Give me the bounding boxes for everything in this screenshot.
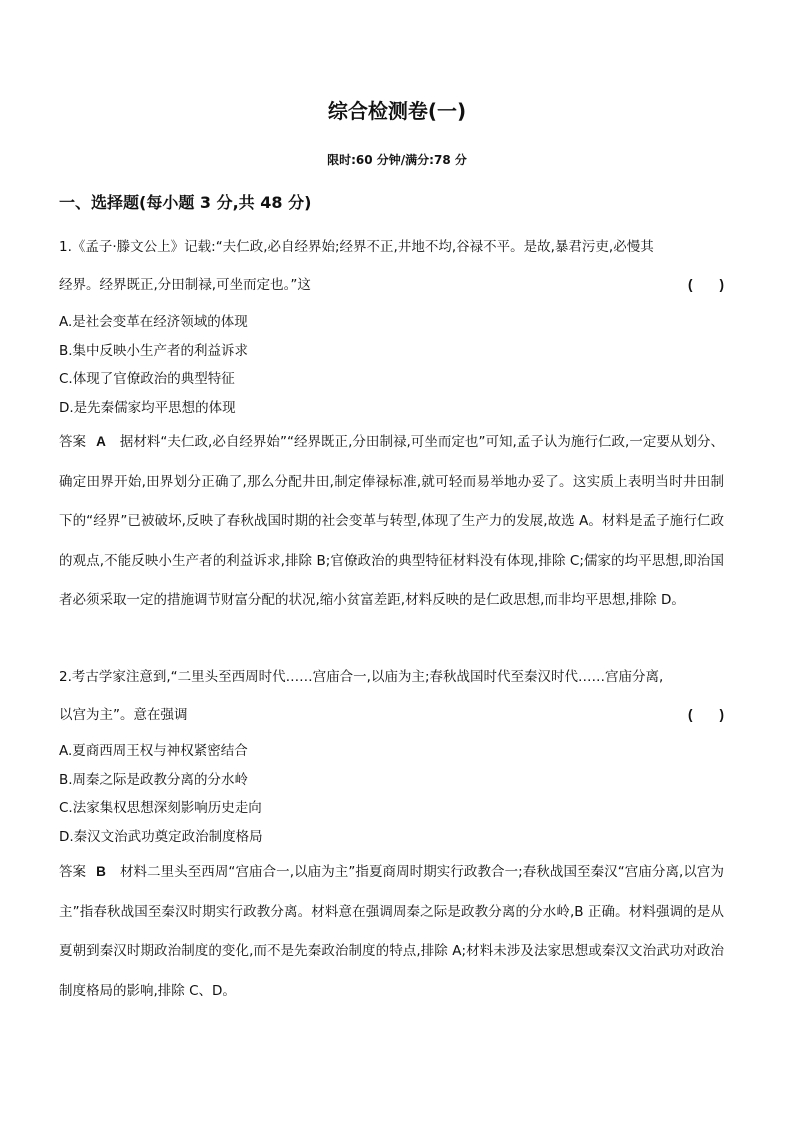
question-2-answer-blank: ( ) [688,707,724,722]
option-c: C.体现了官僚政治的典型特征 [59,371,235,387]
question-1-answer [59,422,724,621]
question-1-line-2: 经界。经界既正,分田制禄,可坐而定也。”这 [59,277,311,293]
question-2-line-2: 以宫为主”。意在强调 [59,707,188,723]
section-heading: 一、选择题(每小题 3 分,共 48 分) [59,193,312,212]
answer-label: 答案 [59,864,87,880]
page-subtitle: 限时:60 分钟/满分:78 分 [327,153,467,167]
question-1-options [59,308,724,422]
question-1-stem [59,228,724,304]
question-2-stem [59,658,724,734]
answer-explanation: 据材料“夫仁政,必自经界始”“经界既正,分田制禄,可坐而定也”可知,孟子认为施行仁政,一定要从划分、确定田界开始,田界划分正确了,那么分配井田,制定俸禄标准,就可轻而易举地办妥了。这实质上表明当时井田制下的“经界”已被破坏,反映了春秋战国时期的社会变革与转型,体现了生产力的发展,故选 A。材料是孟子施行仁政的观点,不能反映小生产者的利益诉求,排除 B;官僚政治的典型特征材料没有体现,排除 C;儒家的均平思想,即治国者必须采取一定的措施调节财富分配的状况,缩小贫富差距,材料反映的是仁政思想,而非均平思想,排除 D。 [59,434,725,608]
option-d: D.秦汉文治武功奠定政治制度格局 [59,828,263,845]
question-2-answer [59,852,724,1011]
question-1-line-1: 1.《孟子·滕文公上》记载:“夫仁政,必自经界始;经界不正,井地不均,谷禄不平。是故,暴君污吏,必慢其 [59,239,654,255]
option-a: A.是社会变革在经济领域的体现 [59,314,248,330]
option-a: A.夏商西周王权与神权紧密结合 [59,743,248,759]
option-d: D.是先秦儒家均平思想的体现 [59,399,236,416]
page-title: 综合检测卷(一) [327,99,467,123]
answer-explanation: 材料二里头至西周“宫庙合一,以庙为主”指夏商周时期实行政教合一;春秋战国至秦汉“宫庙分离,以宫为主”指春秋战国至秦汉时期实行政教分离。材料意在强调周秦之际是政教分离的分水岭,B 正确。材料强调的是从夏朝到秦汉时期政治制度的变化,而不是先秦政治制度的特点,排除 A;材料未涉及法家思想或秦汉文治武功对政治制度格局的影响,排除 C、D。 [59,864,724,999]
question-2-line-1: 2.考古学家注意到,“二里头至西周时代……宫庙合一,以庙为主;春秋战国时代至秦汉时代……宫庙分离, [59,669,664,685]
answer-label: 答案 [59,434,87,450]
answer-letter: A [96,434,106,449]
question-2-options [59,737,724,851]
question-1-answer-blank: ( ) [688,277,724,292]
option-b: B.周秦之际是政教分离的分水岭 [59,771,249,788]
option-b: B.集中反映小生产者的利益诉求 [59,342,249,359]
option-c: C.法家集权思想深刻影响历史走向 [59,800,262,816]
answer-letter: B [96,864,106,879]
